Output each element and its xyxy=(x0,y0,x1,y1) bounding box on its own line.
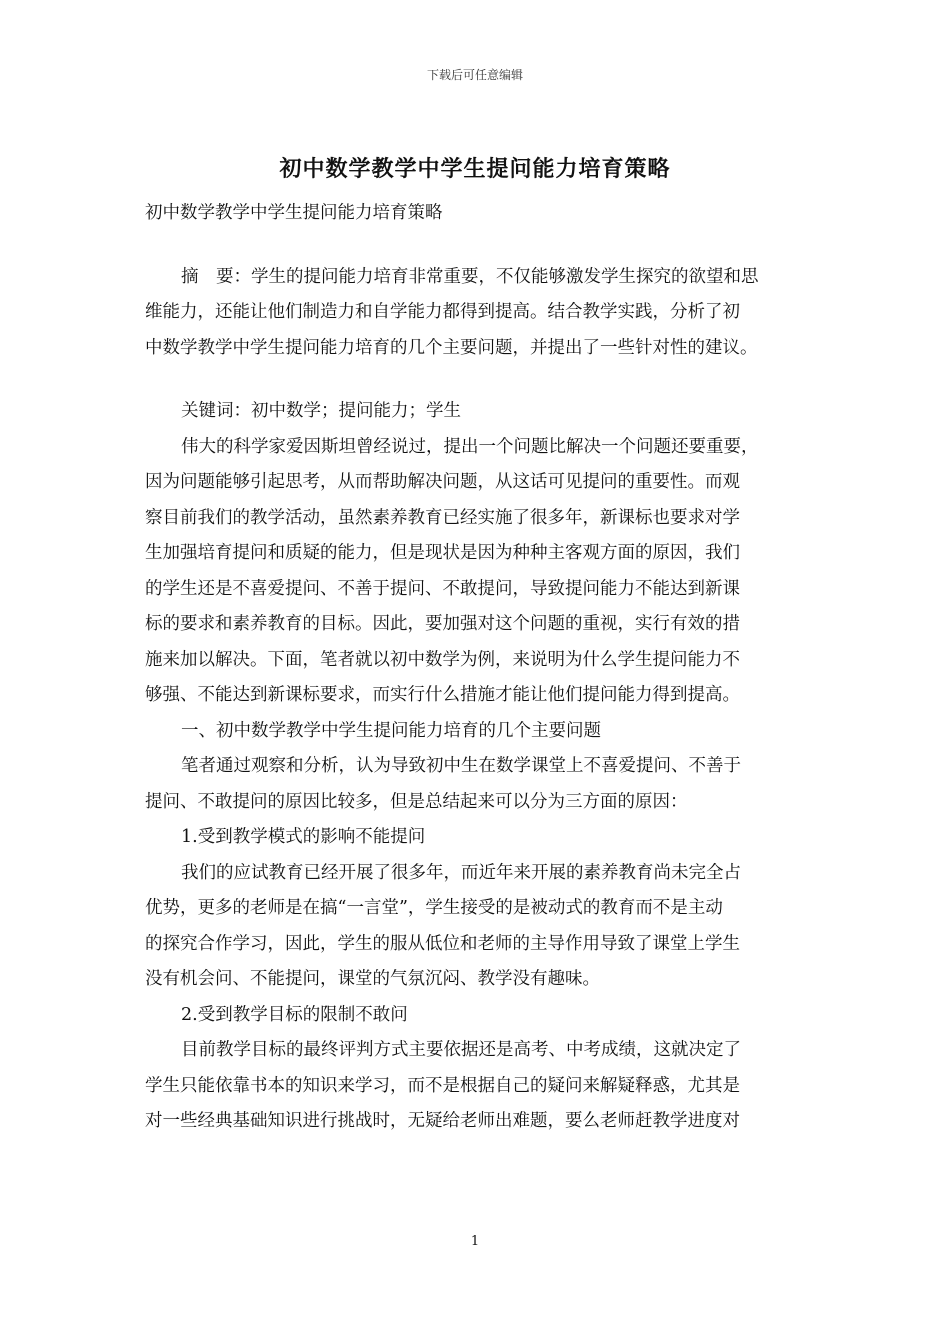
abstract-line: 维能力，还能让他们制造力和自学能力都得到提高。结合教学实践，分析了初 xyxy=(145,302,740,322)
paragraph-line: 提问、不敢提问的原因比较多，但是总结起来可以分为三方面的原因： xyxy=(145,791,688,812)
paragraph-line: 施来加以解决。下面，笔者就以初中数学为例，来说明为什么学生提问能力不 xyxy=(145,649,740,670)
paragraph-line: 对一些经典基础知识进行挑战时，无疑给老师出难题，要么老师赶教学进度对 xyxy=(145,1111,740,1131)
header-note: 下载后可任意编辑 xyxy=(426,68,523,82)
subsection-heading: 1.受到教学模式的影响不能提问 xyxy=(181,827,426,847)
spacer xyxy=(145,366,810,394)
paragraph-line: 学生只能依靠书本的知识来学习，而不是根据自己的疑问来解疑释惑，尤其是 xyxy=(145,1075,740,1096)
paragraph-line: 笔者通过观察和分析，认为导致初中生在数学课堂上不喜爱提问、不善于 xyxy=(181,756,741,776)
paragraph-line: 目前教学目标的最终评判方式主要依据还是高考、中考成绩，这就决定了 xyxy=(181,1040,741,1060)
document-title: 初中数学教学中学生提问能力培育策略 xyxy=(279,156,671,182)
abstract-line: 中数学教学中学生提问能力培育的几个主要问题，并提出了一些针对性的建议。 xyxy=(145,337,758,358)
paragraph-line: 生加强培育提问和质疑的能力，但是现状是因为种种主客观方面的原因，我们 xyxy=(145,543,740,563)
section-heading: 一、初中数学教学中学生提问能力培育的几个主要问题 xyxy=(181,720,601,741)
paragraph-line: 的探究合作学习，因此，学生的服从低位和老师的主导作用导致了课堂上学生 xyxy=(145,933,740,954)
subtitle: 初中数学教学中学生提问能力培育策略 xyxy=(145,203,443,223)
paragraph-line: 优势，更多的老师是在搞“一言堂”，学生接受的是被动式的教育而不是主动 xyxy=(145,898,723,918)
paragraph-line: 伟大的科学家爱因斯坦曾经说过，提出一个问题比解决一个问题还要重要， xyxy=(181,436,759,457)
paragraph-line: 因为问题能够引起思考，从而帮助解决问题，从这话可见提问的重要性。而观 xyxy=(145,472,740,492)
paragraph-line: 我们的应试教育已经开展了很多年，而近年来开展的素养教育尚未完全占 xyxy=(181,862,741,883)
page-number: 1 xyxy=(470,1234,480,1249)
subsection-heading: 2.受到教学目标的限制不敢问 xyxy=(181,1004,408,1025)
abstract-line: 摘 要：学生的提问能力培育非常重要，不仅能够激发学生探究的欲望和思 xyxy=(181,266,759,287)
spacer xyxy=(145,232,810,260)
document-body xyxy=(145,196,810,1140)
keywords: 关键词：初中数学；提问能力；学生 xyxy=(181,401,461,421)
paragraph-line: 没有机会问、不能提问，课堂的气氛沉闷、教学没有趣味。 xyxy=(145,969,600,989)
paragraph-line: 察目前我们的教学活动，虽然素养教育已经实施了很多年，新课标也要求对学 xyxy=(145,507,740,528)
paragraph-line: 的学生还是不喜爱提问、不善于提问、不敢提问，导致提问能力不能达到新课 xyxy=(145,578,740,599)
paragraph-line: 够强、不能达到新课标要求，而实行什么措施才能让他们提问能力得到提高。 xyxy=(145,685,740,705)
paragraph-line: 标的要求和素养教育的目标。因此，要加强对这个问题的重视，实行有效的措 xyxy=(145,614,740,634)
